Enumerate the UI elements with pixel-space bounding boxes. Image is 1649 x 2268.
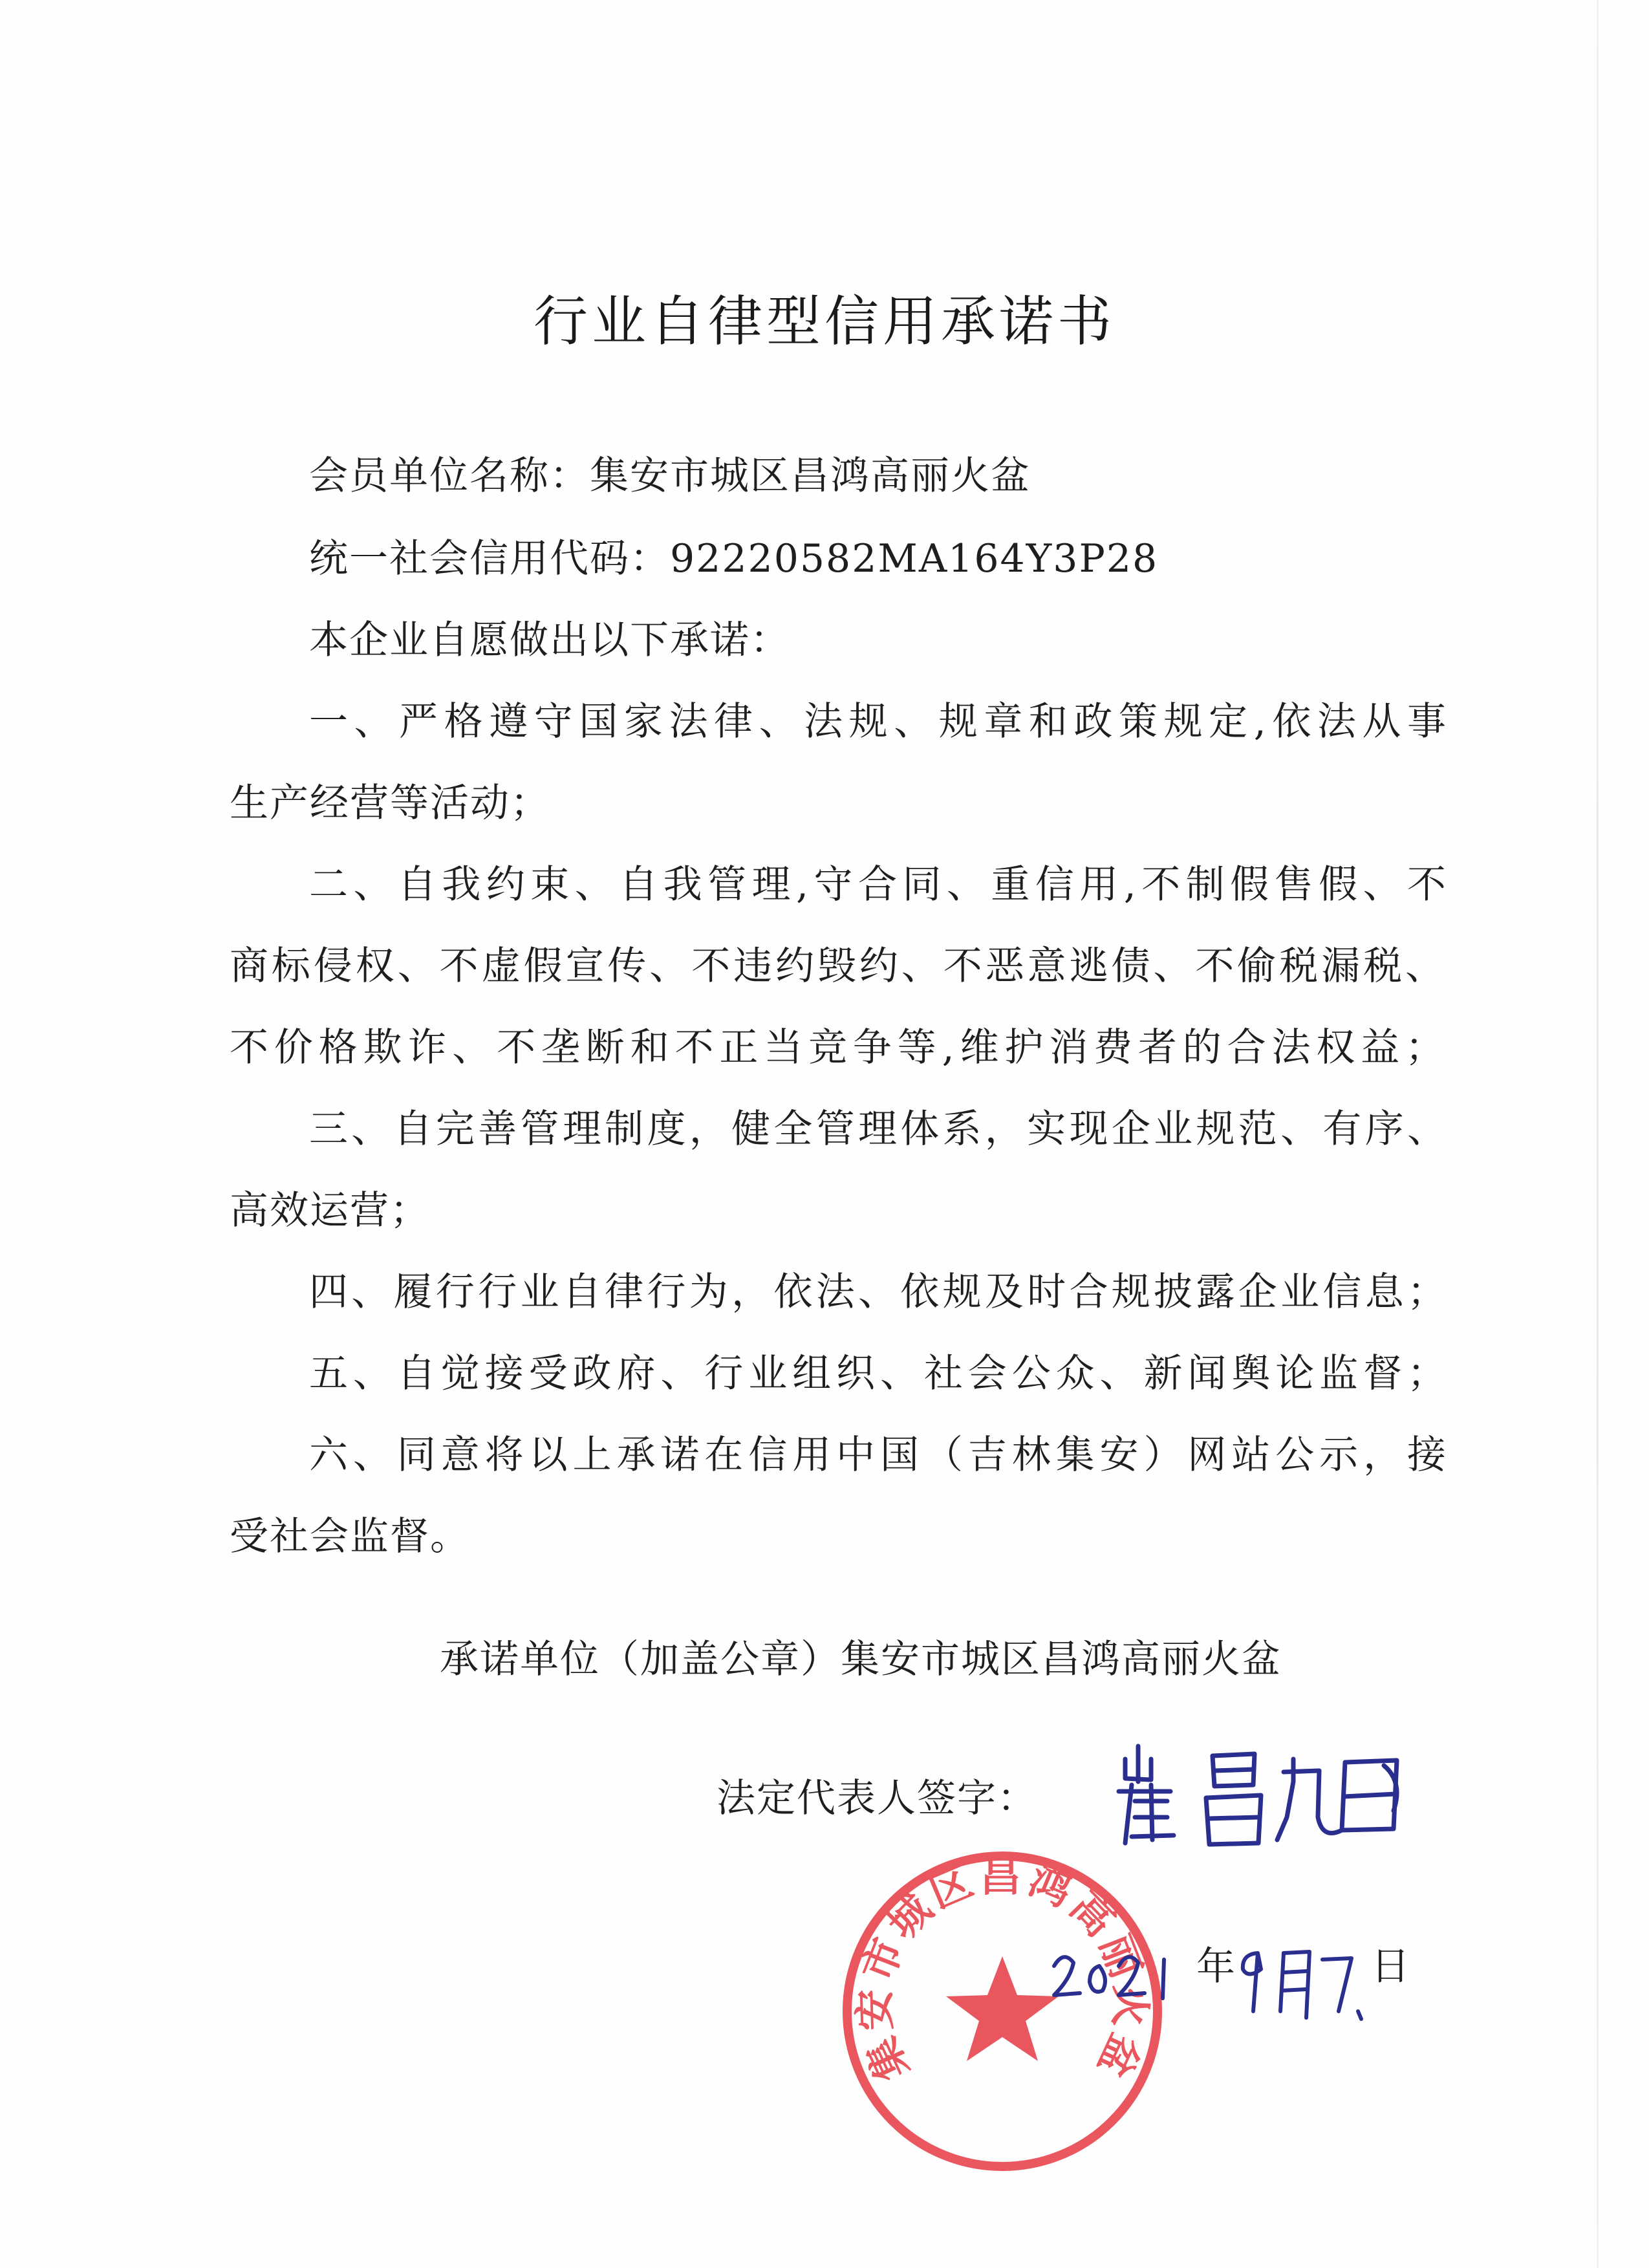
credit-code-line: 统一社会信用代码：92220582MA164Y3P28 — [309, 536, 1159, 581]
commitment-6-line-2: 受社会监督。 — [230, 1514, 470, 1559]
commitment-4-line-1: 四、履行行业自律行为，依法、依规及时合规披露企业信息； — [309, 1269, 1447, 1315]
member-name-line: 会员单位名称：集安市城区昌鸿高丽火盆 — [309, 453, 1031, 499]
commitment-5-line-1: 五、自觉接受政府、行业组织、社会公众、新闻舆论监督； — [309, 1351, 1447, 1396]
seal-text: 集安市城区昌鸿高丽火盆 — [851, 1853, 1154, 2088]
commitment-2-line-1: 二、自我约束、自我管理,守合同、重信用,不制假售假、不 — [309, 862, 1447, 907]
commitment-3-line-1: 三、自完善管理制度，健全管理体系，实现企业规范、有序、 — [309, 1107, 1447, 1152]
representative-label: 法定代表人签字： — [717, 1776, 1037, 1821]
date-year-label: 年 — [1196, 1944, 1235, 1989]
handwritten-signature — [1099, 1720, 1449, 1856]
commitment-1-line-1: 一、严格遵守国家法律、法规、规章和政策规定,依法从事 — [309, 699, 1447, 744]
date-day-label: 日 — [1371, 1944, 1410, 1989]
commitment-3-line-2: 高效运营； — [230, 1188, 430, 1233]
signing-unit-line: 承诺单位（加盖公章）集安市城区昌鸿高丽火盆 — [440, 1637, 1282, 1682]
commitment-6-line-1: 六、同意将以上承诺在信用中国（吉林集安）网站公示，接 — [309, 1432, 1447, 1478]
commitment-2-line-3: 不价格欺诈、不垄断和不正当竞争等,维护消费者的合法权益； — [230, 1025, 1445, 1070]
intro-line: 本企业自愿做出以下承诺： — [309, 618, 790, 663]
commitment-2-line-2: 商标侵权、不虚假宣传、不违约毁约、不恶意逃债、不偷税漏税、 — [230, 944, 1445, 989]
document-title: 行业自律型信用承诺书 — [533, 290, 1116, 353]
commitment-1-line-2: 生产经营等活动； — [230, 781, 550, 826]
